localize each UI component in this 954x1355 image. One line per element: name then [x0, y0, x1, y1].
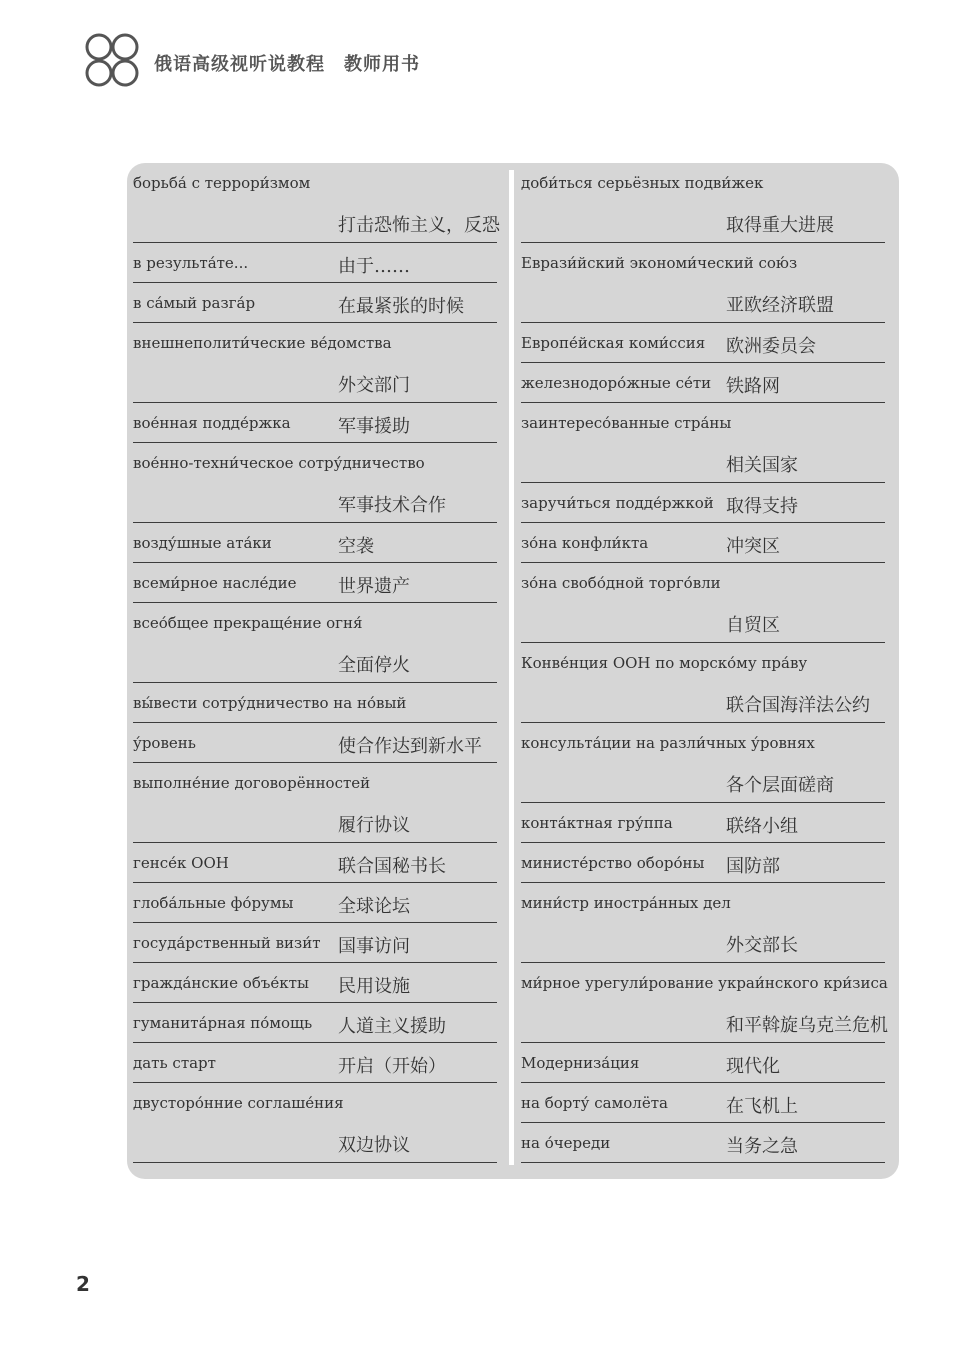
russian-term: зо́на свобо́дной торго́вли [521, 574, 721, 592]
russian-term: министе́рство оборо́ны [521, 854, 705, 872]
russian-term: госуда́рственный визи́т [133, 934, 321, 952]
chinese-translation: 欧洲委员会 [726, 336, 816, 357]
glossary-entry [521, 963, 888, 1043]
glossary-entry [133, 243, 497, 283]
russian-term: конта́ктная гру́ппа [521, 814, 673, 832]
glossary-entry [133, 1043, 497, 1083]
glossary-entry [133, 843, 497, 883]
glossary-entry [521, 843, 885, 883]
chinese-translation: 外交部门 [338, 375, 410, 396]
chinese-translation: 空袭 [338, 536, 374, 557]
glossary-column-right [521, 163, 888, 1163]
chinese-translation: 履行协议 [338, 815, 410, 836]
glossary-entry [133, 1083, 497, 1163]
russian-term: всео́бщее прекраще́ние огня́ [133, 614, 363, 632]
chinese-translation: 民用设施 [338, 976, 410, 997]
chinese-translation: 相关国家 [726, 455, 798, 476]
chinese-translation: 全球论坛 [338, 896, 410, 917]
russian-term: заручи́ться подде́ржкой [521, 494, 714, 512]
chinese-translation: 外交部长 [726, 935, 798, 956]
glossary-entry [521, 723, 885, 803]
russian-term: доби́ться серьёзных подви́жек [521, 174, 764, 192]
chinese-translation: 开启（开始） [338, 1056, 446, 1077]
russian-term: Еврази́йский экономи́ческий сою́з [521, 254, 798, 272]
book-title: 俄语高级视听说教程 教师用书 [154, 54, 420, 75]
chinese-translation: 双边协议 [338, 1135, 410, 1156]
russian-term: вы́вести сотру́дничество на но́вый [133, 694, 407, 712]
chinese-translation: 冲突区 [726, 536, 780, 557]
glossary-entry [133, 283, 497, 323]
russian-term: вое́нная подде́ржка [133, 414, 291, 432]
glossary-entry [133, 563, 497, 603]
column-divider [509, 170, 514, 1165]
glossary-entry [133, 443, 497, 523]
glossary-entry [133, 923, 497, 963]
page-number: 2 [76, 1272, 90, 1296]
chinese-translation: 在最紧张的时候 [338, 296, 464, 317]
russian-term: борьба́ с террори́змом [133, 174, 311, 192]
chinese-translation: 联络小组 [726, 816, 798, 837]
glossary-entry [133, 723, 497, 763]
russian-term: двусторо́нние соглаше́ния [133, 1094, 344, 1112]
glossary-entry [521, 1123, 885, 1163]
chinese-translation: 联合国海洋法公约 [726, 695, 870, 716]
chinese-translation: 亚欧经济联盟 [726, 295, 834, 316]
chinese-translation: 在飞机上 [726, 1096, 798, 1117]
glossary-entry [521, 323, 885, 363]
chinese-translation: 当务之急 [726, 1136, 798, 1157]
glossary-entry [521, 523, 885, 563]
chinese-translation: 人道主义援助 [338, 1016, 446, 1037]
russian-term: гуманита́рная по́мощь [133, 1014, 313, 1032]
russian-term: мини́стр иностра́нных дел [521, 894, 731, 912]
russian-term: Европе́йская коми́ссия [521, 334, 706, 352]
glossary-column-left [133, 163, 500, 1163]
russian-term: Конве́нция ООН по морско́му пра́ву [521, 654, 808, 672]
russian-term: Модерниза́ция [521, 1054, 640, 1072]
chinese-translation: 使合作达到新水平 [338, 736, 482, 757]
glossary-entry [133, 683, 497, 723]
russian-term: железнодоро́жные се́ти [521, 374, 712, 392]
glossary-entry [521, 1083, 885, 1123]
russian-term: у́ровень [133, 734, 196, 752]
chinese-translation: 联合国秘书长 [338, 856, 446, 877]
glossary-entry [521, 563, 885, 643]
clover-logo-icon [84, 32, 140, 88]
chinese-translation: 和平斡旋乌克兰危机 [726, 1015, 888, 1036]
chinese-translation: 现代化 [726, 1056, 780, 1077]
russian-term: всеми́рное насле́дие [133, 574, 297, 592]
russian-term: вое́нно-техни́ческое сотру́дничество [133, 454, 425, 472]
glossary-entry [133, 1003, 497, 1043]
glossary-entry [133, 163, 500, 243]
russian-term: заинтересо́ванные стра́ны [521, 414, 732, 432]
glossary-entry [521, 363, 885, 403]
page-header [84, 32, 684, 88]
chinese-translation: 由于…… [338, 256, 410, 277]
russian-term: генсе́к ООН [133, 854, 229, 872]
chinese-translation: 国事访问 [338, 936, 410, 957]
chinese-translation: 自贸区 [726, 615, 780, 636]
russian-term: в са́мый разга́р [133, 294, 256, 312]
chinese-translation: 军事技术合作 [338, 495, 446, 516]
glossary-entry [133, 403, 497, 443]
glossary-entry [521, 803, 885, 843]
russian-term: возду́шные ата́ки [133, 534, 272, 552]
chinese-translation: 国防部 [726, 856, 780, 877]
chinese-translation: 军事援助 [338, 416, 410, 437]
chinese-translation: 各个层面磋商 [726, 775, 834, 796]
chinese-translation: 取得重大进展 [726, 215, 834, 236]
glossary-entry [133, 883, 497, 923]
russian-term: дать старт [133, 1054, 216, 1072]
chinese-translation: 铁路网 [726, 376, 780, 397]
glossary-entry [521, 403, 885, 483]
glossary-entry [521, 1043, 885, 1083]
russian-term: на о́череди [521, 1134, 611, 1152]
glossary-entry [133, 523, 497, 563]
russian-term: ми́рное урегули́рование украи́нского кри́зиса [521, 974, 888, 992]
russian-term: выполне́ние договорённостей [133, 774, 371, 792]
glossary-entry [133, 323, 497, 403]
chinese-translation: 世界遗产 [338, 576, 410, 597]
glossary-entry [133, 763, 497, 843]
glossary-entry [521, 483, 885, 523]
russian-term: глоба́льные фо́румы [133, 894, 294, 912]
chinese-translation: 全面停火 [338, 655, 410, 676]
glossary-entry [133, 603, 497, 683]
russian-term: зо́на конфли́кта [521, 534, 649, 552]
russian-term: гражда́нские объе́кты [133, 974, 309, 992]
glossary-entry [521, 163, 885, 243]
russian-term: внешнеполити́ческие ве́домства [133, 334, 392, 352]
chinese-translation: 打击恐怖主义，反恐 [338, 215, 500, 236]
chinese-translation: 取得支持 [726, 496, 798, 517]
russian-term: в результа́те... [133, 254, 249, 272]
russian-term: на борту́ самолёта [521, 1094, 668, 1112]
glossary-entry [521, 643, 885, 723]
glossary-entry [133, 963, 497, 1003]
russian-term: консульта́ции на разли́чных у́ровнях [521, 734, 815, 752]
glossary-entry [521, 883, 885, 963]
glossary-entry [521, 243, 885, 323]
